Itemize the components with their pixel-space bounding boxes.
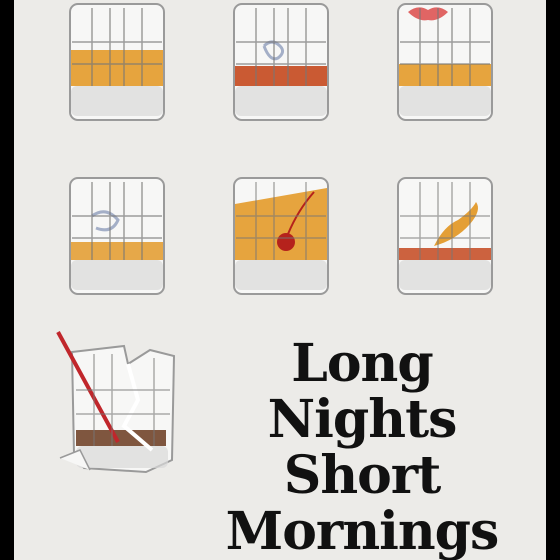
- whiskey-glass-low-with-smudge: [62, 176, 172, 296]
- whiskey-glass-tilted-with-cherry: [226, 176, 336, 296]
- title-line-4: Mornings: [225, 501, 499, 560]
- whiskey-glass-red-with-smudge: [226, 2, 336, 122]
- whiskey-glass-broken-with-straw: [54, 330, 184, 480]
- whiskey-glass-lipstick: [390, 2, 500, 122]
- title-line-2: Nights: [267, 389, 457, 450]
- movie-poster: [14, 0, 546, 560]
- poster-title: [192, 333, 532, 560]
- title-line-3: Short: [283, 445, 441, 506]
- whiskey-glass-amber: [62, 2, 172, 122]
- title-line-1: Long: [291, 333, 433, 394]
- whiskey-glass-low-with-peel: [390, 176, 500, 296]
